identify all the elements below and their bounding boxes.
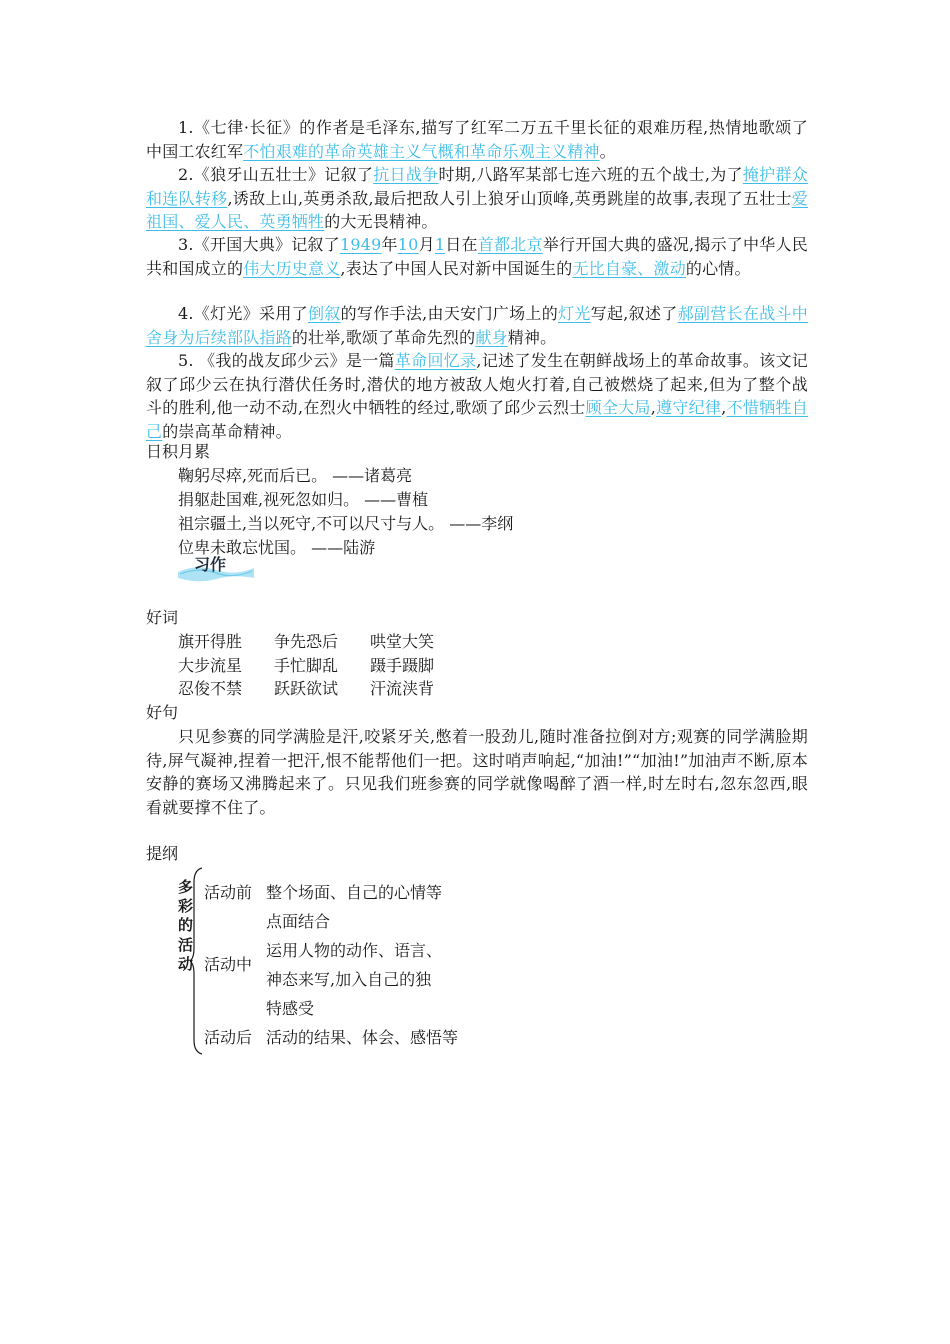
good-words-heading: 好词 [146, 608, 179, 627]
answer-blank: 无比自豪、激动 [572, 258, 686, 278]
outline-heading: 提纲 [146, 844, 179, 863]
paragraph-text: 5. 《我的战友邱少云》是一篇 [178, 351, 395, 370]
paragraph-4 [146, 302, 808, 349]
outline-during-line: 点面结合 [266, 912, 331, 931]
answer-blank: 遵守纪律 [656, 398, 722, 417]
daily-accumulation-heading: 日积月累 [146, 442, 211, 461]
paragraph-2 [146, 163, 808, 234]
paragraph-text: 的崇高革命精神。 [162, 421, 292, 441]
word: 跃跃欲试 [274, 679, 339, 698]
quote-line: 祖宗疆土,当以死守,不可以尺寸与人。 ——李纲 [178, 514, 514, 533]
quote-line: 鞠躬尽瘁,死而后已。 ——诸葛亮 [178, 466, 413, 485]
good-words-list [178, 630, 466, 701]
answer-blank: 首都北京 [477, 235, 543, 254]
word: 忍俊不禁 [178, 679, 243, 698]
quote-line: 位卑未敢忘忧国。 ——陆游 [178, 538, 376, 557]
banner-title: 习作 [194, 555, 227, 574]
paragraph-text: 的大无畏精神。 [324, 212, 438, 231]
paragraph-text: 4.《灯光》采用了 [178, 304, 308, 323]
quote-line: 捐躯赴国难,视死忽如归。 ——曹植 [178, 490, 429, 509]
word-row [178, 654, 466, 678]
word: 争先恐后 [274, 632, 339, 651]
answer-blank: 不怕艰难的革命英雄主义气概和革命乐观主义精神 [243, 141, 600, 161]
paragraph-text: 月 [418, 235, 435, 254]
outline-title: 多彩的活动 [178, 878, 194, 973]
section-banner [176, 552, 256, 582]
word: 旗开得胜 [178, 632, 243, 651]
outline-before-text: 整个场面、自己的心情等 [266, 883, 443, 902]
answer-blank: 10 [397, 235, 419, 254]
good-sentence-heading: 好句 [146, 703, 179, 722]
answer-blank: 1 [434, 235, 446, 254]
paragraph-text: 的写作手法,由天安门广场上的 [340, 304, 559, 323]
paragraph-5 [146, 349, 808, 443]
answer-blank: 抗日战争 [373, 165, 439, 184]
answer-blank: 顾全大局 [585, 398, 651, 417]
paragraph-text: , [721, 398, 727, 417]
word: 手忙脚乱 [274, 655, 339, 675]
outline-during-line: 神态来写,加入自己的独 [266, 970, 432, 989]
outline-during-line: 特感受 [266, 999, 315, 1018]
answer-blank: 伟大历史意义 [243, 258, 341, 278]
paragraph-text: 写起,叙述了 [590, 304, 678, 323]
outline-brace-icon [190, 866, 204, 1056]
answer-blank: 1949 [339, 235, 382, 254]
answer-blank: 不惜牺牲自己 [146, 398, 808, 441]
word: 汗流浃背 [370, 679, 435, 698]
outline-during-line: 运用人物的动作、语言、 [266, 941, 443, 960]
paragraph-text: 时期,八路军某部七连六班的五个战士,为了 [438, 165, 743, 184]
word: 大步流星 [178, 655, 243, 675]
paragraph-text: 精神。 [507, 327, 557, 347]
word: 蹑手蹑脚 [370, 655, 435, 675]
answer-blank: 革命回忆录 [394, 351, 477, 370]
answer-blank: 郝副营长在战斗中舍身为后续部队指路 [146, 304, 808, 347]
paragraph-text: 的壮举,歌颂了革命先烈的 [291, 327, 476, 347]
answer-blank: 倒叙 [307, 304, 341, 323]
paragraph-text: 2.《狼牙山五壮士》记叙了 [178, 165, 374, 184]
outline-after-text: 活动的结果、体会、感悟等 [266, 1028, 459, 1047]
paragraph-1 [146, 116, 808, 163]
paragraph-3 [146, 233, 808, 280]
answer-blank: 灯光 [558, 304, 591, 323]
paragraph-text: , [650, 398, 657, 417]
outline-during-label: 活动中 [204, 955, 253, 974]
paragraph-text: 。 [599, 141, 616, 161]
paragraph-text: ,诱敌上山,英勇杀敌,最后把敌人引上狼牙山顶峰,英勇跳崖的故事,表现了五壮士 [227, 188, 792, 208]
paragraph-text: 举行开国大典的盛况,揭示了中华人民共和国成立的 [146, 235, 808, 278]
word: 哄堂大笑 [370, 632, 435, 651]
paragraph-text: ,表达了中国人民对新中国诞生的 [340, 258, 573, 278]
paragraph-text: ,记述了发生在朝鲜战场上的革命故事。该文记叙了邱少云在执行潜伏任务时,潜伏的地方被敌人炮火打着,自己被燃烧了起来,但为了整个战斗的胜利,他一动不动,在烈火中牺牲的经过,歌颂了邱少云烈士 [146, 351, 808, 417]
outline-after-label: 活动后 [204, 1028, 253, 1047]
good-sentence-text: 只见参赛的同学满脸是汗,咬紧牙关,憋着一股劲儿,随时准备拉倒对方;观赛的同学满脸期待,屏气凝神,捏着一把汗,恨不能帮他们一把。这时哨声响起,“加油!”“加油!”加油声不断,原本安静的赛场又沸腾起来了。只见我们班参赛的同学就像喝醉了酒一样,时左时右,忽东忽西,眼看就要撑不住了。 [146, 727, 808, 817]
paragraph-text: 日在 [445, 235, 478, 254]
word-row [178, 630, 466, 654]
paragraph-text: 1.《七律·长征》的作者是毛泽东,描写了红军二万五千里长征的艰难历程,热情地歌颂了中国工农红军 [146, 118, 808, 161]
answer-blank: 掩护群众和连队转移 [146, 165, 808, 208]
paragraph-text: 的心情。 [685, 258, 751, 278]
answer-blank: 爱祖国、爱人民、英勇牺牲 [146, 188, 808, 231]
outline-before-label: 活动前 [204, 883, 253, 902]
paragraph-text: 3.《开国大典》记叙了 [178, 235, 340, 254]
answer-blank: 献身 [475, 327, 508, 347]
paragraph-text: 年 [381, 235, 398, 254]
word-row [178, 677, 466, 701]
